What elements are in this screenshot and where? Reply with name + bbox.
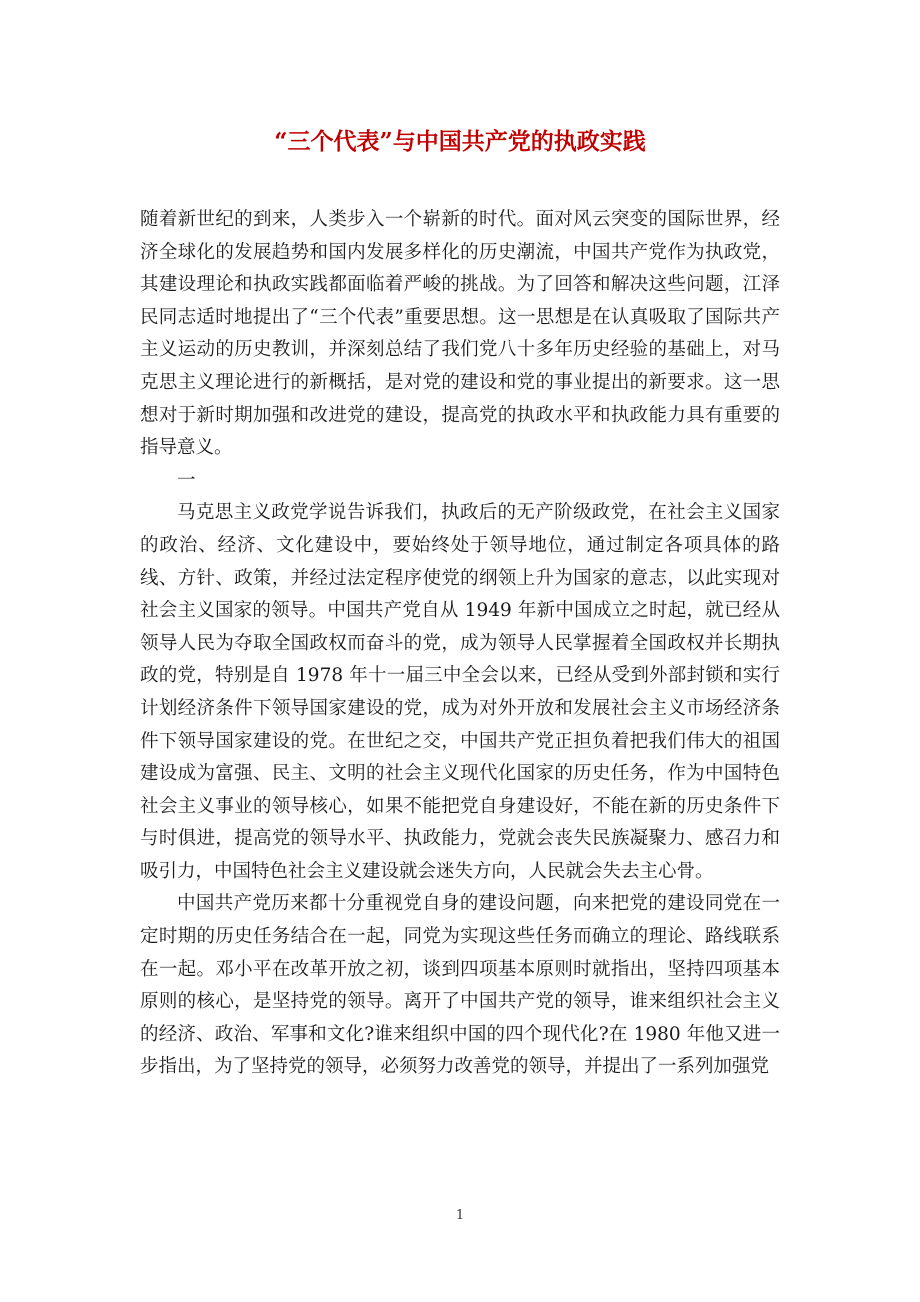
section-heading: 一 (177, 469, 196, 491)
body-paragraph-1: 马克思主义政党学说告诉我们，执政后的无产阶级政党，在社会主义国家的政治、经济、文化建设中，要始终处于领导地位，通过制定各项具体的路线、方针、政策，并经过法定程序使党的纲领上升为国家的意志，以此实现对社会主义国家的领导。中国共产党自从 1949 年新中国成立之时起，就已经从领导人民为夺取全国政权而奋斗的党，成为领导人民掌握着全国政权并长期执政的党，特别是自 1978 年十一届三中全会以来，已经从受到外部封锁和实行计划经济条件下领导国家建设的党，成为对外开放和发展社会主义市场经济条件下领导国家建设的党。在世纪之交，中国共产党正担负着把我们伟大的祖国建设成为富强、民主、文明的社会主义现代化国家的历史任务，作为中国特色社会主义事业的领导核心，如果不能把党自身建设好，不能在新的历史条件下与时俱进，提高党的领导水平、执政能力，党就会丧失民族凝聚力、感召力和吸引力，中国特色社会主义建设就会迷失方向，人民就会失去主心骨。 (140, 502, 780, 882)
page-number: 1 (455, 1208, 465, 1223)
body-paragraph-2: 中国共产党历来都十分重视党自身的建设问题，向来把党的建设同党在一定时期的历史任务结合在一起，同党为实现这些任务而确立的理论、路线联系在一起。邓小平在改革开放之初，谈到四项基本原则时就指出，坚持四项基本原则的核心，是坚持党的领导。离开了中国共产党的领导，谁来组织社会主义的经济、政治、军事和文化?谁来组织中国的四个现代化?在 1980 年他又进一步指出，为了坚持党的领导，必须努力改善党的领导，并提出了一系列加强党 (140, 893, 780, 1078)
document-body (140, 204, 780, 1084)
document-title: “三个代表”与中国共产党的执政实践 (274, 128, 646, 155)
intro-paragraph: 随着新世纪的到来，人类步入一个崭新的时代。面对风云突变的国际世界，经济全球化的发展趋势和国内发展多样化的历史潮流，中国共产党作为执政党，其建设理论和执政实践都面临着严峻的挑战。为了回答和解决这些问题，江泽民同志适时地提出了“三个代表”重要思想。这一思想是在认真吸取了国际共产主义运动的历史教训，并深刻总结了我们党八十多年历史经验的基础上，对马克思主义理论进行的新概括，是对党的建设和党的事业提出的新要求。这一思想对于新时期加强和改进党的建设，提高党的执政水平和执政能力具有重要的指导意义。 (140, 209, 780, 459)
